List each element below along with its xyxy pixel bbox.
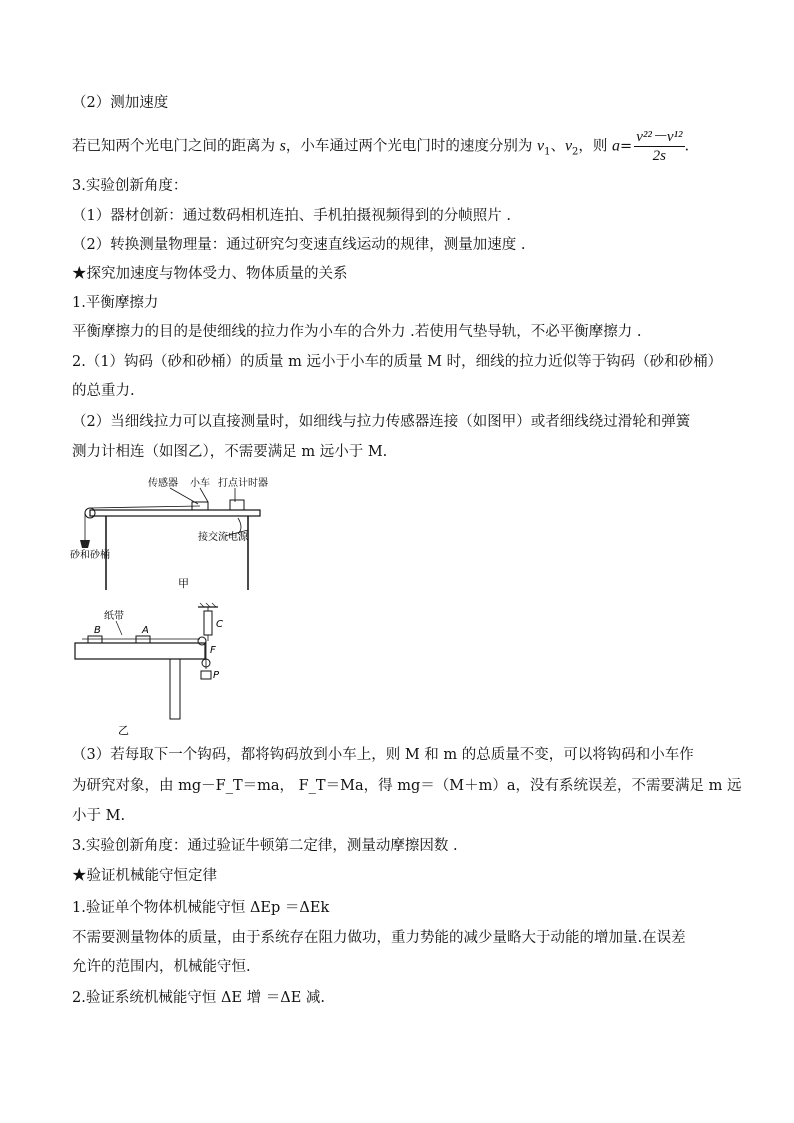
innovation-2: 3.实验创新角度：通过验证牛顿第二定律，测量动摩擦因数 . [72, 838, 458, 854]
sec2-title: （2）测加速度 [72, 95, 169, 111]
fraction-denominator: 2s [652, 148, 667, 164]
hook-paragraph-line-1: （3）若每取下一个钩码，都将钩码放到小车上，则 M 和 m 的总质量不变，可以将钩码和小车作 [72, 747, 694, 763]
fraction-numerator: v²²－v¹² [636, 129, 683, 145]
var-a: a [612, 137, 621, 155]
innovation-item-2: （2）转换测量物理量：通过研究匀变速直线运动的规律，测量加速度 . [72, 237, 526, 253]
v2-sub: 2 [572, 146, 579, 158]
var-v2: v [564, 137, 573, 155]
formula-pre: 若已知两个光电门之间的距离为 [72, 138, 280, 155]
friction-title: 1.平衡摩擦力 [72, 295, 159, 311]
figure-yi [70, 597, 250, 737]
hook-paragraph-line-3: 小于 M. [72, 808, 126, 824]
innovation-title: 3.实验创新角度： [72, 178, 188, 194]
caption-yi: 乙 [118, 724, 129, 737]
label-P: P [213, 670, 220, 681]
energy-system-title: 2.验证系统机械能守恒 ΔE 增 ＝ΔE 减. [72, 990, 325, 1006]
label-timer: 打点计时器 [218, 478, 268, 489]
caption-jia: 甲 [178, 577, 189, 590]
label-A: A [142, 625, 149, 636]
formula-then: ，则 [578, 138, 613, 155]
sensor-paragraph-line-1: （2）当细线拉力可以直接测量时，如细线与拉力传感器连接（如图甲）或者细线绕过滑轮和弹簧 [72, 414, 691, 430]
var-s: s [279, 137, 286, 155]
label-sensor: 传感器 [148, 478, 178, 489]
v1-sub: 1 [544, 146, 551, 158]
label-C: C [216, 619, 223, 630]
energy-single-text-1: 不需要测量物体的质量，由于系统存在阻力做功，重力势能的减少量略大于动能的增加量.在误差 [72, 930, 686, 946]
sensor-paragraph-line-2: 测力计相连（如图乙），不需要满足 m 远小于 M. [72, 444, 388, 460]
innovation-item-1: （1）器材创新：通过数码相机连拍、手机拍摄视频得到的分帧照片 . [72, 208, 511, 224]
formula-eq: = [620, 138, 633, 155]
label-tape: 纸带 [104, 611, 124, 622]
hook-paragraph-line-2: 为研究对象，由 mg－F_T＝ma， F_T＝Ma，得 mg＝（M＋m）a，没有系统误差，不需要满足 m 远 [72, 778, 742, 794]
mass-condition-line-1: 2.（1）钩码（砂和砂桶）的质量 m 远小于小车的质量 M 时，细线的拉力近似等于钩码（砂和砂桶） [72, 354, 723, 370]
label-F: F [210, 645, 216, 656]
var-v1: v [536, 137, 545, 155]
friction-text: 平衡摩擦力的目的是使细线的拉力作为小车的合外力 .若使用气垫导轨，不必平衡摩擦力 . [72, 324, 642, 340]
formula-line [72, 128, 689, 165]
figure-jia [70, 470, 280, 595]
formula-mid: ，小车通过两个光电门时的速度分别为 [285, 138, 537, 155]
energy-single-title: 1.验证单个物体机械能守恒 ΔEp ＝ΔEk [72, 900, 330, 916]
formula-sep: 、 [550, 138, 565, 155]
label-B: B [94, 625, 101, 636]
label-power: 接交流电源 [198, 532, 248, 543]
label-cart: 小车 [190, 478, 210, 489]
mass-condition-line-2: 的总重力. [72, 383, 135, 399]
formula-end: . [684, 138, 690, 155]
energy-single-text-2: 允许的范围内，机械能守恒. [72, 959, 251, 975]
formula-fraction [634, 128, 684, 165]
label-sand-bucket: 砂和砂桶 [70, 550, 110, 561]
section-heading-acceleration: ★探究加速度与物体受力、物体质量的关系 [72, 266, 348, 282]
section-heading-energy: ★验证机械能守恒定律 [72, 868, 217, 884]
